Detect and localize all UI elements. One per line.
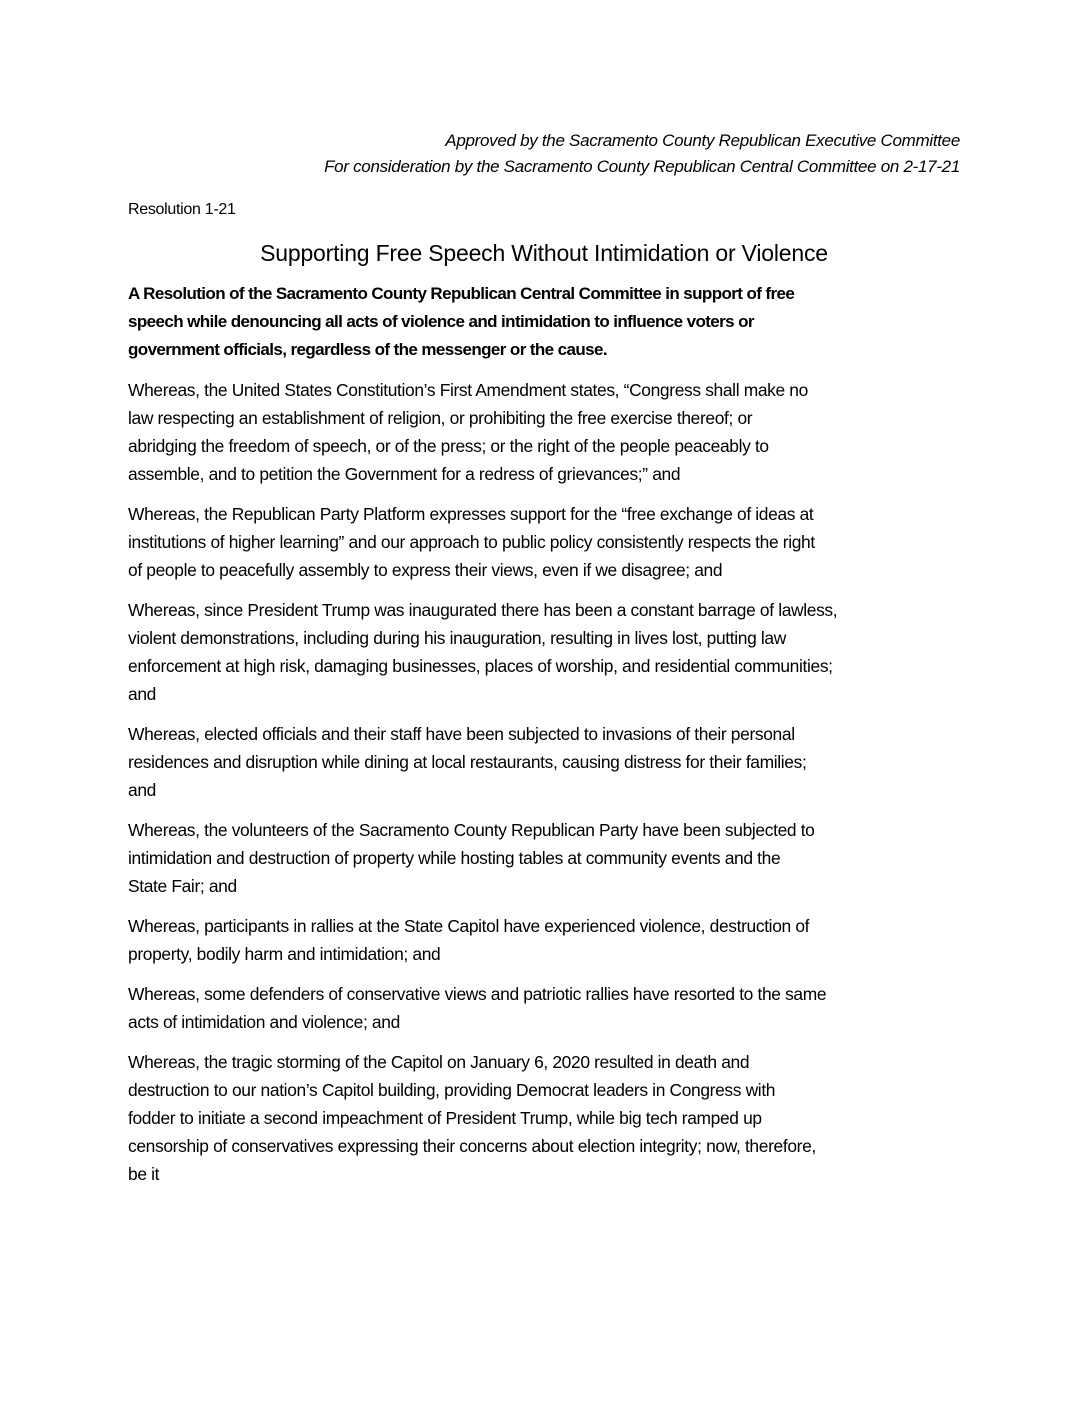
text-line: destruction to our nation’s Capitol building, providing Democrat leaders in Congress with — [128, 1080, 776, 1100]
approved-line: Approved by the Sacramento County Republican Executive Committee — [445, 131, 960, 150]
whereas-clause — [128, 980, 960, 1036]
text-line: Whereas, the Republican Party Platform expresses support for the “free exchange of ideas at — [128, 504, 814, 524]
text-line: abridging the freedom of speech, or of the press; or the right of the people peaceably to — [128, 436, 769, 456]
text-line: Whereas, the United States Constitution’s First Amendment states, “Congress shall make no — [128, 380, 808, 400]
text-line: intimidation and destruction of property while hosting tables at community events and the — [128, 848, 781, 868]
whereas-clause — [128, 720, 960, 804]
resolution-body — [128, 280, 960, 1188]
whereas-clause — [128, 596, 960, 708]
text-line: Whereas, participants in rallies at the State Capitol have experienced violence, destruction of — [128, 916, 810, 936]
text-line: Whereas, some defenders of conservative views and patriotic rallies have resorted to the same — [128, 984, 827, 1004]
text-line: censorship of conservatives expressing their concerns about election integrity; now, therefore, — [128, 1136, 816, 1156]
text-line: be it — [128, 1164, 160, 1184]
text-line: Whereas, since President Trump was inaugurated there has been a constant barrage of lawless, — [128, 600, 838, 620]
text-line: law respecting an establishment of religion, or prohibiting the free exercise thereof; or — [128, 408, 753, 428]
text-line: residences and disruption while dining at local restaurants, causing distress for their families; — [128, 752, 807, 772]
whereas-clause — [128, 912, 960, 968]
text-line: and — [128, 684, 156, 704]
text-line: government officials, regardless of the messenger or the cause. — [128, 340, 607, 359]
text-line: Whereas, the tragic storming of the Capitol on January 6, 2020 resulted in death and — [128, 1052, 750, 1072]
text-line: assemble, and to petition the Government for a redress of grievances;” and — [128, 464, 681, 484]
text-line: violent demonstrations, including during his inauguration, resulting in lives lost, putting law — [128, 628, 786, 648]
whereas-clause — [128, 376, 960, 488]
resolution-summary — [128, 280, 960, 364]
text-line: and — [128, 780, 156, 800]
text-line: A Resolution of the Sacramento County Republican Central Committee in support of free — [128, 284, 795, 303]
text-line: acts of intimidation and violence; and — [128, 1012, 400, 1032]
whereas-clause — [128, 1048, 960, 1188]
resolution-number: Resolution 1-21 — [128, 201, 236, 218]
whereas-clause — [128, 500, 960, 584]
text-line: institutions of higher learning” and our approach to public policy consistently respects the right — [128, 532, 815, 552]
text-line: Whereas, the volunteers of the Sacramento County Republican Party have been subjected to — [128, 820, 815, 840]
document-title: Supporting Free Speech Without Intimidation or Violence — [260, 240, 828, 266]
consideration-line: For consideration by the Sacramento County Republican Central Committee on 2-17-21 — [324, 157, 960, 176]
text-line: Whereas, elected officials and their staff have been subjected to invasions of their personal — [128, 724, 795, 744]
whereas-clause — [128, 816, 960, 900]
text-line: fodder to initiate a second impeachment of President Trump, while big tech ramped up — [128, 1108, 762, 1128]
document-page — [128, 128, 960, 1188]
text-line: speech while denouncing all acts of violence and intimidation to influence voters or — [128, 312, 754, 331]
text-line: property, bodily harm and intimidation; and — [128, 944, 441, 964]
text-line: enforcement at high risk, damaging businesses, places of worship, and residential communities; — [128, 656, 833, 676]
text-line: of people to peacefully assembly to express their views, even if we disagree; and — [128, 560, 723, 580]
approval-header — [128, 128, 960, 180]
text-line: State Fair; and — [128, 876, 237, 896]
